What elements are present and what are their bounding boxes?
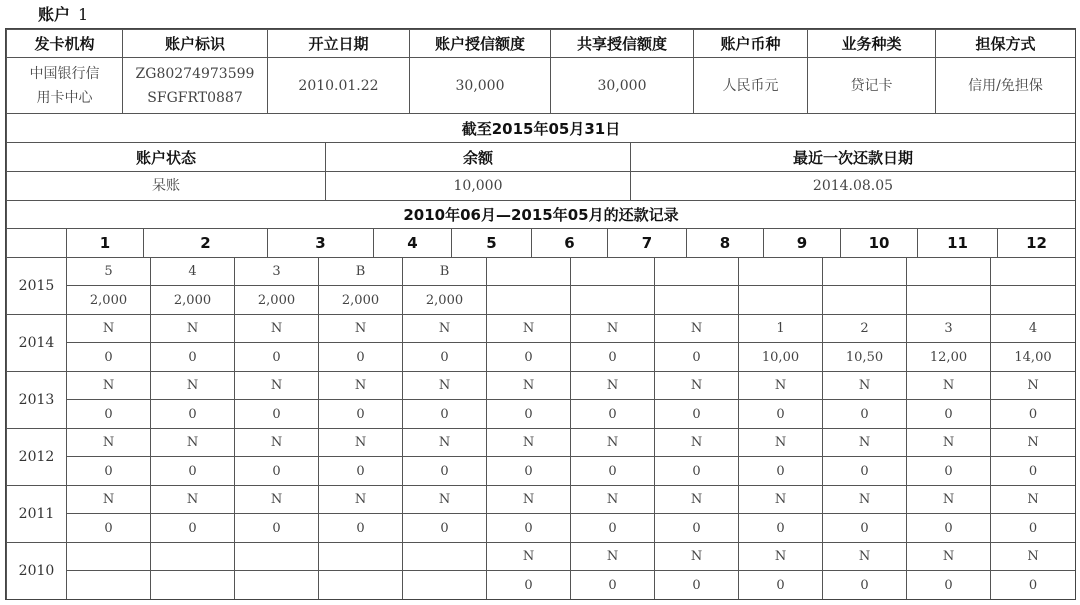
- repayment-status-cell: [738, 257, 823, 286]
- repayment-status-cell: N: [150, 314, 235, 343]
- repayment-status-cell: N: [822, 371, 907, 400]
- repayment-amount-cell: 0: [402, 399, 487, 429]
- header-credit-limit: 账户授信额度: [409, 29, 551, 58]
- month-header-3: 3: [267, 228, 374, 258]
- repayment-amount-cell: 0: [654, 399, 739, 429]
- repayment-amount-cell: 0: [906, 399, 991, 429]
- repayment-status-cell: N: [402, 485, 487, 514]
- repayment-amount-cell: 0: [234, 456, 319, 486]
- year-label: 2010: [6, 542, 67, 600]
- value-account-status: 呆账: [6, 171, 326, 201]
- repayment-status-cell: N: [738, 428, 823, 457]
- repayment-amount-cell: [990, 285, 1076, 315]
- repayment-amount-cell: 0: [234, 399, 319, 429]
- month-header-7: 7: [607, 228, 687, 258]
- repayment-status-cell: N: [318, 485, 403, 514]
- month-header-5: 5: [451, 228, 532, 258]
- month-header-4: 4: [373, 228, 452, 258]
- year-label: 2011: [6, 485, 67, 543]
- value-business-type: 贷记卡: [807, 57, 936, 114]
- repayment-amount-cell: 0: [738, 456, 823, 486]
- repayment-status-cell: 3: [906, 314, 991, 343]
- account-number: 1: [78, 5, 89, 24]
- repayment-amount-cell: 0: [570, 399, 655, 429]
- repayment-status-cell: N: [150, 485, 235, 514]
- repayment-status-cell: N: [66, 371, 151, 400]
- repayment-amount-cell: [822, 285, 907, 315]
- repayment-status-cell: N: [570, 485, 655, 514]
- repayment-amount-cell: 10,00: [738, 342, 823, 372]
- repayment-status-cell: N: [486, 542, 571, 571]
- repayment-amount-cell: 2,000: [66, 285, 151, 315]
- repayment-status-cell: [990, 257, 1076, 286]
- repayment-amount-cell: [234, 570, 319, 600]
- repayment-status-cell: N: [318, 314, 403, 343]
- issuer-line-2: 用卡中心: [36, 89, 93, 106]
- repayment-amount-cell: 0: [66, 456, 151, 486]
- repayment-amount-cell: 2,000: [318, 285, 403, 315]
- repayment-status-cell: N: [234, 314, 319, 343]
- repayment-amount-cell: 0: [486, 456, 571, 486]
- account-id-line-2: SFGFRT0887: [147, 89, 243, 106]
- repayment-amount-cell: 0: [822, 456, 907, 486]
- repayment-status-cell: N: [234, 485, 319, 514]
- repayment-amount-cell: 0: [906, 570, 991, 600]
- repayment-status-cell: N: [906, 371, 991, 400]
- repayment-status-cell: N: [150, 428, 235, 457]
- value-guarantee-type: 信用/免担保: [935, 57, 1076, 114]
- repayment-status-cell: B: [318, 257, 403, 286]
- repayment-status-cell: N: [990, 542, 1076, 571]
- year-label: 2014: [6, 314, 67, 372]
- repayment-status-cell: [402, 542, 487, 571]
- repayment-amount-cell: 0: [570, 513, 655, 543]
- repayment-status-cell: [66, 542, 151, 571]
- repayment-status-cell: N: [570, 371, 655, 400]
- repayment-status-cell: 3: [234, 257, 319, 286]
- repayment-status-cell: N: [570, 542, 655, 571]
- repayment-status-cell: N: [318, 428, 403, 457]
- repayment-amount-cell: 0: [654, 513, 739, 543]
- repayment-status-cell: N: [990, 485, 1076, 514]
- repayment-amount-cell: 0: [570, 456, 655, 486]
- repayment-status-cell: N: [654, 314, 739, 343]
- repayment-status-cell: 2: [822, 314, 907, 343]
- repayment-status-cell: N: [654, 485, 739, 514]
- header-account-id: 账户标识: [122, 29, 268, 58]
- repayment-status-cell: N: [234, 428, 319, 457]
- repayment-status-cell: N: [570, 314, 655, 343]
- account-id-line-1: ZG80274973599: [135, 65, 255, 82]
- month-header-9: 9: [763, 228, 841, 258]
- repayment-amount-cell: [570, 285, 655, 315]
- repayment-amount-cell: 0: [654, 456, 739, 486]
- repayment-amount-cell: 10,50: [822, 342, 907, 372]
- repayment-status-cell: N: [318, 371, 403, 400]
- repayment-amount-cell: 0: [150, 399, 235, 429]
- repayment-status-cell: N: [234, 371, 319, 400]
- repayment-status-cell: N: [402, 314, 487, 343]
- year-label: 2015: [6, 257, 67, 315]
- repayment-status-cell: N: [486, 428, 571, 457]
- value-currency: 人民币元: [693, 57, 808, 114]
- header-currency: 账户币种: [693, 29, 808, 58]
- repayment-status-cell: N: [822, 542, 907, 571]
- header-balance: 余额: [325, 142, 631, 172]
- repayment-status-cell: N: [654, 371, 739, 400]
- value-credit-limit: 30,000: [409, 57, 551, 114]
- account-title-label: 账户: [38, 5, 71, 24]
- repayment-record-title: 2010年06月—2015年05月的还款记录: [6, 200, 1076, 229]
- repayment-amount-cell: 0: [150, 513, 235, 543]
- repayment-status-cell: N: [402, 428, 487, 457]
- repayment-amount-cell: 0: [486, 342, 571, 372]
- issuer-line-1: 中国银行信: [29, 65, 100, 82]
- repayment-amount-cell: 0: [570, 342, 655, 372]
- repayment-status-cell: N: [402, 371, 487, 400]
- repayment-amount-cell: 0: [822, 399, 907, 429]
- repayment-status-cell: N: [822, 428, 907, 457]
- repayment-amount-cell: 0: [234, 342, 319, 372]
- repayment-amount-cell: 0: [318, 513, 403, 543]
- repayment-amount-cell: 0: [990, 570, 1076, 600]
- repayment-amount-cell: [402, 570, 487, 600]
- repayment-status-cell: 4: [150, 257, 235, 286]
- repayment-amount-cell: 0: [738, 399, 823, 429]
- repayment-status-cell: N: [66, 428, 151, 457]
- repayment-status-cell: [150, 542, 235, 571]
- month-header-12: 12: [997, 228, 1076, 258]
- repayment-amount-cell: 0: [318, 399, 403, 429]
- repayment-amount-cell: [654, 285, 739, 315]
- repayment-status-cell: 1: [738, 314, 823, 343]
- repayment-status-cell: [234, 542, 319, 571]
- repayment-amount-cell: 0: [906, 456, 991, 486]
- value-last-repayment-date: 2014.08.05: [630, 171, 1076, 201]
- repayment-status-cell: N: [150, 371, 235, 400]
- value-issuer: [6, 57, 123, 114]
- year-label: 2012: [6, 428, 67, 486]
- repayment-amount-cell: 12,00: [906, 342, 991, 372]
- repayment-status-cell: N: [654, 428, 739, 457]
- repayment-amount-cell: [738, 285, 823, 315]
- repayment-amount-cell: [66, 570, 151, 600]
- repayment-status-cell: N: [486, 485, 571, 514]
- value-account-id: [122, 57, 268, 114]
- value-open-date: 2010.01.22: [267, 57, 410, 114]
- month-header-8: 8: [686, 228, 764, 258]
- repayment-amount-cell: 0: [906, 513, 991, 543]
- repayment-amount-cell: 0: [822, 513, 907, 543]
- repayment-status-cell: [486, 257, 571, 286]
- repayment-amount-cell: 0: [990, 513, 1076, 543]
- repayment-amount-cell: 0: [150, 342, 235, 372]
- header-shared-credit-limit: 共享授信额度: [550, 29, 694, 58]
- repayment-amount-cell: 0: [66, 342, 151, 372]
- repayment-status-cell: N: [990, 428, 1076, 457]
- repayment-amount-cell: 0: [570, 570, 655, 600]
- repayment-amount-cell: 0: [486, 513, 571, 543]
- repayment-amount-cell: 2,000: [234, 285, 319, 315]
- account-title: [38, 2, 88, 25]
- repayment-amount-cell: 0: [990, 399, 1076, 429]
- as-of-date: 截至2015年05月31日: [6, 113, 1076, 143]
- repayment-status-cell: N: [486, 314, 571, 343]
- repayment-status-cell: N: [822, 485, 907, 514]
- month-header-1: 1: [66, 228, 144, 258]
- repayment-status-cell: N: [990, 371, 1076, 400]
- repayment-amount-cell: 0: [738, 513, 823, 543]
- repayment-status-cell: B: [402, 257, 487, 286]
- repayment-amount-cell: [486, 285, 571, 315]
- repayment-amount-cell: 0: [318, 342, 403, 372]
- header-issuer: 发卡机构: [6, 29, 123, 58]
- repayment-status-cell: N: [906, 428, 991, 457]
- month-header-11: 11: [917, 228, 998, 258]
- repayment-amount-cell: 0: [402, 342, 487, 372]
- repayment-amount-cell: 0: [402, 456, 487, 486]
- repayment-amount-cell: 0: [318, 456, 403, 486]
- repayment-status-cell: N: [570, 428, 655, 457]
- header-business-type: 业务种类: [807, 29, 936, 58]
- header-account-status: 账户状态: [6, 142, 326, 172]
- repayment-amount-cell: [150, 570, 235, 600]
- header-guarantee-type: 担保方式: [935, 29, 1076, 58]
- repayment-amount-cell: 0: [654, 570, 739, 600]
- month-header-corner: [6, 228, 67, 258]
- repayment-status-cell: [906, 257, 991, 286]
- repayment-amount-cell: 0: [738, 570, 823, 600]
- month-header-2: 2: [143, 228, 268, 258]
- header-last-repayment-date: 最近一次还款日期: [630, 142, 1076, 172]
- repayment-amount-cell: 0: [66, 399, 151, 429]
- repayment-amount-cell: 0: [486, 570, 571, 600]
- repayment-amount-cell: 2,000: [402, 285, 487, 315]
- repayment-status-cell: N: [66, 485, 151, 514]
- repayment-amount-cell: 0: [486, 399, 571, 429]
- repayment-status-cell: N: [66, 314, 151, 343]
- repayment-amount-cell: 14,00: [990, 342, 1076, 372]
- repayment-amount-cell: 0: [66, 513, 151, 543]
- repayment-status-cell: [318, 542, 403, 571]
- repayment-status-cell: 5: [66, 257, 151, 286]
- repayment-amount-cell: 2,000: [150, 285, 235, 315]
- repayment-amount-cell: 0: [990, 456, 1076, 486]
- repayment-status-cell: [822, 257, 907, 286]
- repayment-amount-cell: [318, 570, 403, 600]
- repayment-amount-cell: 0: [402, 513, 487, 543]
- repayment-status-cell: N: [738, 485, 823, 514]
- value-shared-credit-limit: 30,000: [550, 57, 694, 114]
- repayment-amount-cell: 0: [234, 513, 319, 543]
- repayment-status-cell: N: [906, 542, 991, 571]
- repayment-amount-cell: 0: [654, 342, 739, 372]
- repayment-status-cell: 4: [990, 314, 1076, 343]
- repayment-amount-cell: [906, 285, 991, 315]
- header-open-date: 开立日期: [267, 29, 410, 58]
- repayment-status-cell: N: [486, 371, 571, 400]
- repayment-status-cell: [570, 257, 655, 286]
- repayment-status-cell: N: [738, 542, 823, 571]
- month-header-6: 6: [531, 228, 608, 258]
- repayment-amount-cell: 0: [150, 456, 235, 486]
- month-header-10: 10: [840, 228, 918, 258]
- value-balance: 10,000: [325, 171, 631, 201]
- repayment-amount-cell: 0: [822, 570, 907, 600]
- repayment-status-cell: N: [738, 371, 823, 400]
- repayment-status-cell: [654, 257, 739, 286]
- repayment-status-cell: N: [906, 485, 991, 514]
- year-label: 2013: [6, 371, 67, 429]
- repayment-status-cell: N: [654, 542, 739, 571]
